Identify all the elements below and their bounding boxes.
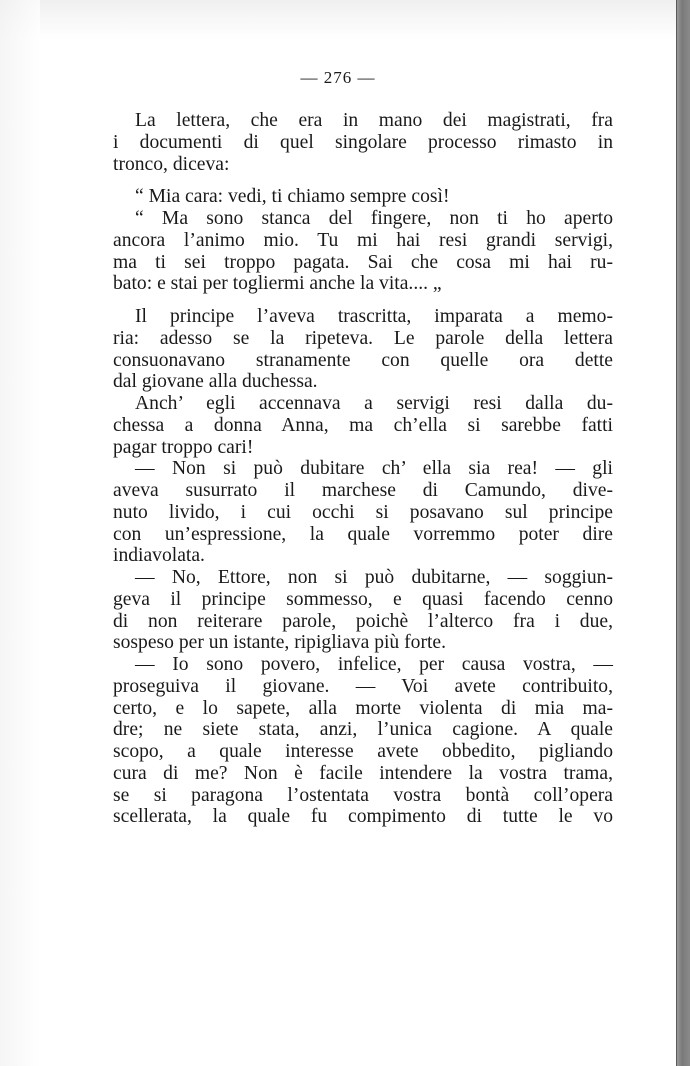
text-line: tronco, diceva: [113, 153, 230, 175]
text-line: bato: e stai per togliermi anche la vita.... „ [113, 273, 442, 295]
text-line: — No, Ettore, non si può dubitarne, — soggiun- [135, 567, 613, 588]
text-line: aveva susurrato il marchese di Camundo, dive- [113, 480, 613, 501]
text-line: se si paragona l’ostentata vostra bontà coll’opera [113, 784, 613, 806]
text-line: — Non si può dubitare ch’ ella sia rea! — gli [135, 458, 613, 480]
text-line: dre; ne siete stata, anzi, l’unica cagione. A quale [113, 719, 613, 741]
text-line: cura di me? Non è facile intendere la vostra trama, [113, 762, 613, 784]
text-line: con un’espressione, la quale vorremmo poter dire [113, 523, 613, 545]
page-top-shading [0, 0, 676, 40]
book-binding-edge [676, 0, 690, 1066]
text-line: sospeso per un istante, ripigliava più forte. [113, 632, 447, 654]
text-line: ancora l’animo mio. Tu mi hai resi grandi servigi, [113, 229, 613, 251]
text-line: nuto livido, i cui occhi si posavano sul principe [113, 501, 613, 523]
body-text [113, 110, 613, 828]
text-line: scopo, a quale interesse avete obbedito, pigliando [113, 741, 613, 762]
text-line: scellerata, la quale fu compimento di tutte le vo [113, 806, 613, 828]
text-line: “ Ma sono stanca del fingere, non ti ho aperto [135, 208, 613, 229]
text-line: Il principe l’aveva trascritta, imparata a memo- [135, 306, 613, 327]
text-line: La lettera, che era in mano dei magistrati, fra [135, 110, 613, 131]
paragraph-gap [113, 175, 613, 186]
text-line: — Io sono povero, infelice, per causa vostra, — [135, 654, 613, 675]
text-line: di non reiterare parole, poichè l’alterco fra i due, [113, 610, 613, 632]
text-line: ma ti sei troppo pagata. Sai che cosa mi hai ru- [113, 251, 613, 273]
text-line: indiavolata. [113, 545, 205, 567]
text-line: i documenti di quel singolare processo rimasto in [113, 131, 613, 153]
text-line: proseguiva il giovane. — Voi avete contribuito, [113, 675, 613, 697]
text-line: geva il principe sommesso, e quasi facendo cenno [113, 588, 613, 610]
text-line: Anch’ egli accennava a servigi resi dalla du- [135, 393, 613, 414]
text-line: chessa a donna Anna, ma ch’ella si sarebbe fatti [113, 414, 613, 436]
text-line: dal giovane alla duchessa. [113, 371, 318, 393]
text-line: “ Mia cara: vedi, ti chiamo sempre così! [135, 186, 450, 208]
page-left-shading [0, 0, 40, 1066]
paragraph-gap [113, 295, 613, 306]
page-number: — 276 — [300, 68, 376, 87]
text-line: consuonavano stranamente con quelle ora dette [113, 349, 613, 371]
text-line: ria: adesso se la ripeteva. Le parole della lettera [113, 327, 613, 349]
text-line: certo, e lo sapete, alla morte violenta di mia ma- [113, 697, 613, 719]
text-line: pagar troppo cari! [113, 436, 254, 458]
